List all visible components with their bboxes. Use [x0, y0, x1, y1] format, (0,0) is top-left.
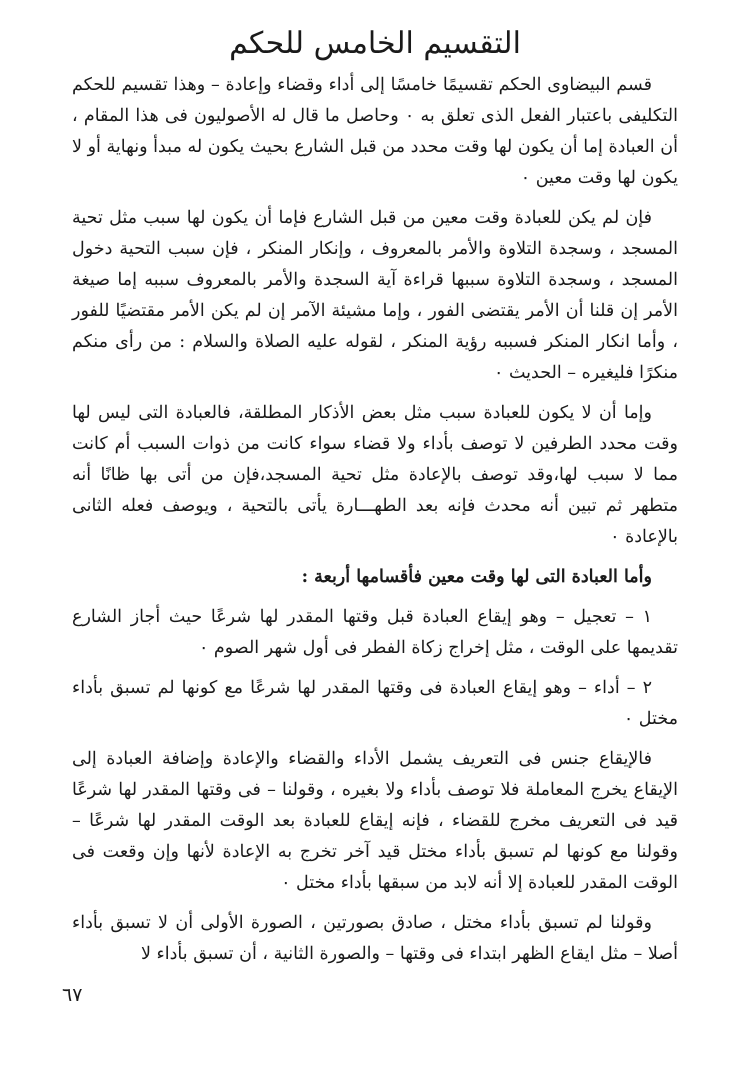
paragraph-no-fixed-time: فإن لم يكن للعبادة وقت معين من قبل الشارع فإما أن يكون لها سبب مثل تحية المسجد ، وسجدة التلاوة والأمر بالمعروف ، وإنكار المنكر ، فإن سبب التحية دخول المسجد ، وسجدة التلاوة سببها قراءة آية السجدة والأمر بالمعروف سببه إما صيغة الأمر إن قلنا أن الأمر يقتضى الفور ، وإما مشيئة الآمر إن لم يكن الأمر مقتضيًا للفور ، وأما انكار المنكر فسببه رؤية المنكر ، لقوله عليه الصلاة والسلام : من رأى منكم منكرًا فليغيره – الحديث ٠	[72, 208, 678, 383]
page-title: التقسيم الخامس للحكم	[229, 26, 521, 61]
list-item-taajil: ١ – تعجيل – وهو إيقاع العبادة قبل وقتها المقدر لها شرعًا حيث أجاز الشارع تقديمها على الوقت ، مثل إخراج زكاة الفطر فى أول شهر الصوم ٠	[72, 607, 678, 658]
paragraph-no-cause: وإما أن لا يكون للعبادة سبب مثل بعض الأذكار المطلقة، فالعبادة التى ليس لها وقت محدد الطرفين لا توصف بأداء ولا قضاء سواء كانت من ذوات السبب أم كانت مما لا سبب لها،وقد توصف بالإعادة مثل تحية المسجد،فإن من أتى بها ظانًا أنه متطهر ثم تبين أنه محدث فإنه بعد الطهـــارة يأتى بالتحية ، ويوصف فعله الثانى بالإعادة ٠	[72, 403, 678, 547]
page-number: ٦٧	[62, 984, 83, 1006]
book-page	[72, 22, 678, 1062]
paragraph-two-forms: وقولنا لم تسبق بأداء مختل ، صادق بصورتين ، الصورة الأولى أن لا تسبق بأداء أصلا – مثل ايقاع الظهر ابتداء فى وقتها – والصورة الثانية ، أن تسبق بأداء لا	[72, 913, 678, 964]
section-subheading: وأما العبادة التى لها وقت معين فأقسامها أربعة :	[301, 567, 652, 587]
paragraph-definition-explanation: فالإيقاع جنس فى التعريف يشمل الأداء والقضاء والإعادة وإضافة العبادة إلى الإيقاع يخرج المعاملة فلا توصف بأداء ولا بغيره ، وقولنا – فى وقتها المقدر لها شرعًا قيد فى التعريف مخرج للقضاء ، فإنه إيقاع للعبادة بعد الوقت المقدر لها شرعًا – وقولنا مع كونها لم تسبق بأداء مختل قيد آخر تخرج به الإعادة لأنها وإن وقعت فى الوقت المقدر للعبادة إلا أنه لابد من سبقها بأداء مختل ٠	[72, 749, 678, 893]
paragraph-intro: قسم البيضاوى الحكم تقسيمًا خامسًا إلى أداء وقضاء وإعادة – وهذا تقسيم للحكم التكليفى باعتبار الفعل الذى تعلق به ٠ وحاصل ما قال له الأصوليون فى هذا المقام ، أن العبادة إما أن يكون لها وقت محدد من قبل الشارع بحيث يكون له مبدأ ونهاية أو لا يكون لها وقت معين ٠	[72, 75, 678, 188]
list-item-adaa: ٢ – أداء – وهو إيقاع العبادة فى وقتها المقدر لها شرعًا مع كونها لم تسبق بأداء مختل ٠	[72, 678, 678, 729]
